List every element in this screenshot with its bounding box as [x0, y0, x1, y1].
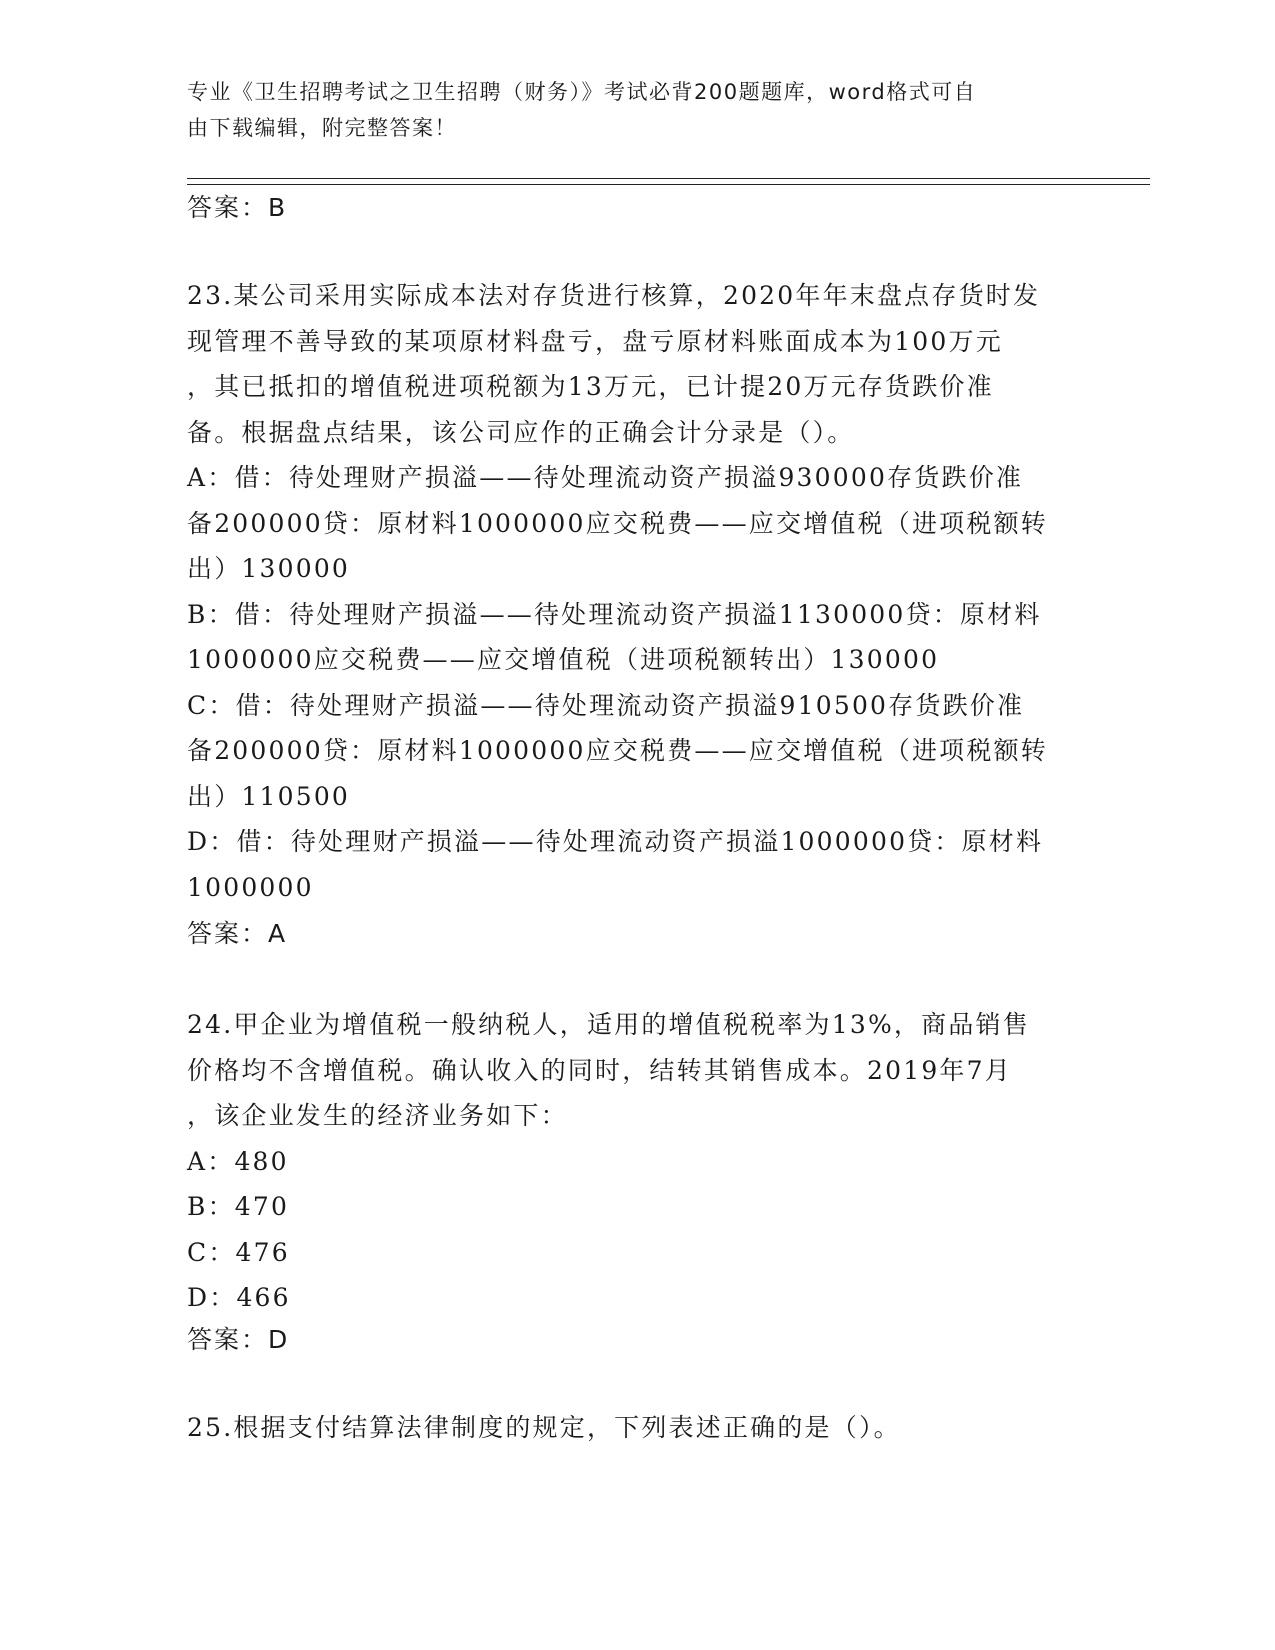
q23-stem-line: ，其已抵扣的增值税进项税额为13万元，已计提20万元存货跌价准: [187, 372, 994, 401]
question-25: [187, 1405, 1087, 1451]
q23-option-a-cont: 出）130000: [187, 554, 351, 583]
q24-option-d: D：466: [187, 1283, 291, 1312]
q23-option-a: A：借：待处理财产损溢——待处理流动资产损溢930000存货跌价准: [187, 463, 1024, 492]
q23-option-c-cont: 备200000贷：原材料1000000应交税费——应交增值税（进项税额转: [187, 736, 1048, 765]
q23-stem-line: 现管理不善导致的某项原材料盘亏，盘亏原材料账面成本为100万元: [187, 326, 1003, 356]
page-header: [187, 74, 1087, 146]
q23-option-c: C：借：待处理财产损溢——待处理流动资产损溢910500存货跌价准: [187, 690, 1025, 720]
q23-stem-line: 备。根据盘点结果，该公司应作的正确会计分录是（）。: [187, 417, 855, 447]
q23-option-a-cont: 备200000贷：原材料1000000应交税费——应交增值税（进项税额转: [187, 508, 1048, 538]
q23-answer: 答案：A: [187, 919, 288, 948]
q25-stem-line: 25.根据支付结算法律制度的规定，下列表述正确的是（）。: [187, 1413, 901, 1442]
q23-option-d: D：借：待处理财产损溢——待处理流动资产损溢1000000贷：原材料: [187, 827, 1044, 856]
header-line-1: 专业《卫生招聘考试之卫生招聘（财务）》考试必背200题题库，word格式可自: [187, 80, 977, 104]
q22-answer: 答案：B: [187, 193, 288, 222]
q24-stem-line: 24.甲企业为增值税一般纳税人，适用的增值税税率为13%，商品销售: [187, 1010, 1030, 1039]
q24-stem-line: 价格均不含增值税。确认收入的同时，结转其销售成本。2019年7月: [187, 1055, 1012, 1085]
q23-option-b: B：借：待处理财产损溢——待处理流动资产损溢1130000贷：原材料: [187, 599, 1042, 629]
q23-option-d-cont: 1000000: [187, 872, 314, 902]
q23-stem-line: 23.某公司采用实际成本法对存货进行核算，2020年年末盘点存货时发: [187, 281, 1041, 310]
q24-answer: 答案：D: [187, 1325, 290, 1354]
header-divider-top: [187, 178, 1150, 179]
q24-option-a: A：480: [187, 1146, 289, 1176]
q24-option-c: C：476: [187, 1237, 290, 1267]
question-24: [187, 1002, 1087, 1321]
header-line-2: 由下载编辑，附完整答案！: [187, 116, 457, 140]
q23-option-b-cont: 1000000应交税费——应交增值税（进项税额转出）130000: [187, 645, 940, 674]
q24-option-b: B：470: [187, 1192, 290, 1221]
q23-option-c-cont: 出）110500: [187, 781, 351, 811]
header-divider-bottom: [187, 184, 1150, 185]
q24-stem-line: ，该企业发生的经济业务如下：: [187, 1101, 568, 1130]
question-23: [187, 273, 1087, 910]
